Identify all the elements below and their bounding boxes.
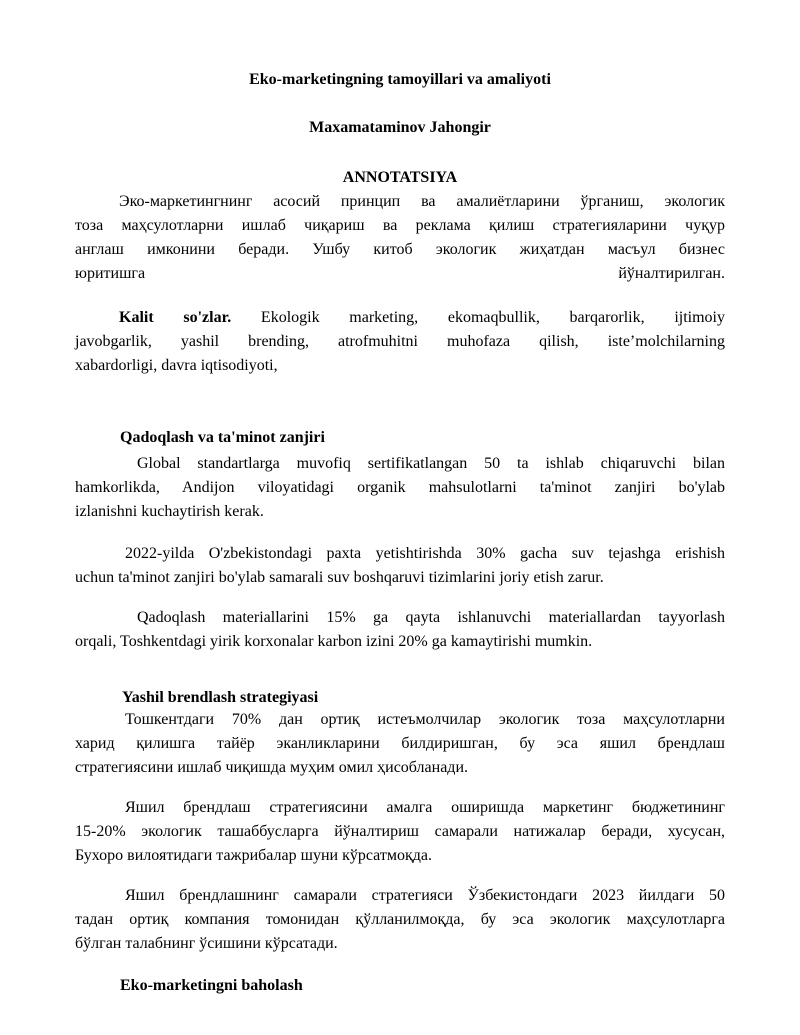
s2-p2-line-1: Яшил брендлаш стратегиясини амалга оширишда маркетинг бюджетининг: [125, 799, 725, 816]
s2-p3-line-3: бўлган талабнинг ўсишини кўрсатади.: [75, 935, 338, 952]
annotation-line-3: англаш имконини беради. Ушбу китоб экологик жиҳатдан масъул бизнес: [75, 241, 725, 258]
s1-p1-line-3: izlanishni kuchaytirish kerak.: [75, 503, 264, 520]
annotation-line-4: юритишга: [75, 265, 146, 282]
s1-p1-line-2: hamkorlikda, Andijon viloyatidagi organik mahsulotlarni ta'minot zanjiri bo'ylab: [75, 479, 725, 496]
s2-p1-line-2: харид қилишга тайёр эканликларини билдиришган, бу эса яшил брендлаш: [75, 735, 725, 752]
s2-p2-line-2: 15-20% экологик ташаббусларга йўналтириш самарали натижалар беради, хусусан,: [75, 823, 725, 840]
s2-p3-line-1: Яшил брендлашнинг самарали стратегияси Ўзбекистондаги 2023 йилдаги 50: [125, 887, 725, 904]
document-title: Eko-marketingning tamoyillari va amaliyoti: [249, 71, 551, 88]
s1-p3-line-2: orqali, Toshkentdagi yirik korxonalar karbon izini 20% ga kamaytirishi mumkin.: [75, 633, 593, 650]
s2-p1-line-3: стратегиясини ишлаб чиқишда муҳим омил ҳисобланади.: [75, 759, 468, 776]
s2-p1-line-1: Тошкентдаги 70% дан ортиқ истеъмолчилар экологик тоза маҳсулотларни: [125, 711, 725, 728]
keywords-line-3: xabardorligi, davra iqtisodiyoti,: [75, 357, 278, 374]
s2-p2-line-3: Бухоро вилоятидаги тажрибалар шуни кўрсатмоқда.: [75, 847, 432, 864]
section-heading-green-branding: Yashil brendlash strategiyasi: [122, 689, 319, 706]
section-heading-evaluation: Eko-marketingni baholash: [120, 977, 303, 994]
keywords-line-1: [75, 306, 725, 330]
s1-p2-line-2: uchun ta'minot zanjiri bo'ylab samarali suv boshqaruvi tizimlarini joriy etish zarur.: [75, 569, 604, 586]
section-heading-supply-chain: Qadoqlash va ta'minot zanjiri: [120, 429, 325, 446]
annotation-line-2: тоза маҳсулотларни ишлаб чиқариш ва реклама қилиш стратегияларини чуқур: [75, 217, 725, 234]
annotation-heading: ANNOTATSIYA: [342, 169, 458, 186]
annotation-line-4-end: йўналтирилган.: [618, 265, 725, 282]
annotation-line-1: Эко-маркетингнинг асосий принцип ва амалиётларини ўрганиш, экологик: [119, 193, 725, 210]
keywords-line-2: javobgarlik, yashil brending, atrofmuhitni muhofaza qilish, iste’molchilarning: [75, 333, 725, 350]
author-name: Maxamataminov Jahongir: [309, 119, 491, 136]
s1-p1-line-1: Global standartlarga muvofiq sertifikatlangan 50 ta ishlab chiqaruvchi bilan: [137, 455, 725, 472]
s1-p2-line-1: 2022-yilda O'zbekistondagi paxta yetishtirishda 30% gacha suv tejashga erishish: [125, 545, 725, 562]
keywords-text-1: Ekologik marketing, ekomaqbullik, barqarorlik, ijtimoiy: [260, 309, 725, 326]
keywords-label: Kalit so'zlar.: [119, 309, 232, 326]
s1-p3-line-1: Qadoqlash materiallarini 15% ga qayta ishlanuvchi materiallardan tayyorlash: [137, 609, 725, 626]
s2-p3-line-2: тадан ортиқ компания томонидан қўлланилмоқда, бу эса экологик маҳсулотларга: [75, 911, 725, 928]
